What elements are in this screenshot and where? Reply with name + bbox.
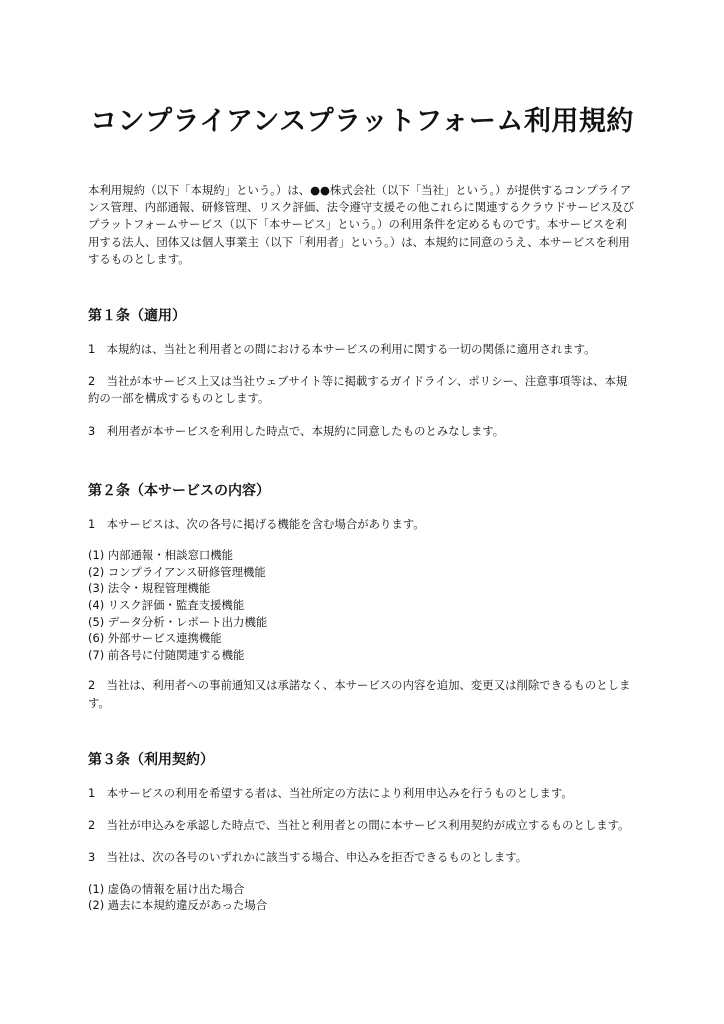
article-2-item-list bbox=[88, 547, 636, 663]
list-item: (6) 外部サービス連携機能 bbox=[88, 631, 222, 646]
article-1-heading: 第１条（適用） bbox=[88, 308, 186, 324]
list-item: (1) 内部通報・相談窓口機能 bbox=[88, 548, 234, 563]
article-1-paragraph-2: 2 当社が本サービス上又は当社ウェブサイト等に掲載するガイドライン、ポリシー、注意事項等は、本規約の一部を構成するものとします。 bbox=[88, 374, 628, 406]
article-3-paragraph-1: 1 本サービスの利用を希望する者は、当社所定の方法により利用申込みを行うものとします。 bbox=[88, 786, 573, 800]
article-1-paragraph-3: 3 利用者が本サービスを利用した時点で、本規約に同意したものとみなします。 bbox=[88, 423, 505, 438]
article-1-paragraph-1: 1 本規約は、当社と利用者との間における本サービスの利用に関する一切の関係に適用されます。 bbox=[88, 342, 596, 356]
list-item: (5) データ分析・レポート出力機能 bbox=[88, 614, 268, 629]
list-item: (1) 虚偽の情報を届け出た場合 bbox=[88, 881, 245, 896]
article-3-item-list bbox=[88, 881, 636, 914]
intro-paragraph: 本利用規約（以下「本規約」という。）は、●●株式会社（以下「当社」という。）が提供するコンプライアンス管理、内部通報、研修管理、リスク評価、法令遵守支援その他これらに関連するクラウドサービス及びプラットフォームサービス（以下「本サービス」という。）の利用条件を定めるものです。本サービスを利用する法人、団体又は個人事業主（以下「利用者」という。）は、本規約に同意のうえ、本サービスを利用するものとします。 bbox=[88, 183, 635, 266]
article-3 bbox=[88, 750, 636, 914]
list-item: (7) 前各号に付随関連する機能 bbox=[88, 647, 245, 662]
article-2-paragraph-2: 2 当社は、利用者への事前通知又は承諾なく、本サービスの内容を追加、変更又は削除できるものとします。 bbox=[88, 678, 631, 710]
list-item: (3) 法令・規程管理機能 bbox=[88, 581, 211, 596]
article-3-paragraph-3: 3 当社は、次の各号のいずれかに該当する場合、申込みを拒否できるものとします。 bbox=[88, 850, 528, 865]
article-2 bbox=[88, 481, 636, 712]
list-item: (2) コンプライアンス研修管理機能 bbox=[88, 564, 266, 579]
article-1 bbox=[88, 306, 636, 440]
article-2-paragraph-1: 1 本サービスは、次の各号に掲げる機能を含む場合があります。 bbox=[88, 517, 425, 531]
list-item: (2) 過去に本規約違反があった場合 bbox=[88, 898, 268, 913]
article-3-paragraph-2: 2 当社が申込みを承認した時点で、当社と利用者との間に本サービス利用契約が成立するものとします。 bbox=[88, 818, 630, 833]
document-title: コンプライアンスプラットフォーム利用規約 bbox=[90, 106, 634, 137]
article-3-heading: 第３条（利用契約） bbox=[88, 752, 214, 768]
list-item: (4) リスク評価・監査支援機能 bbox=[88, 597, 245, 612]
article-2-heading: 第２条（本サービスの内容） bbox=[88, 483, 270, 499]
